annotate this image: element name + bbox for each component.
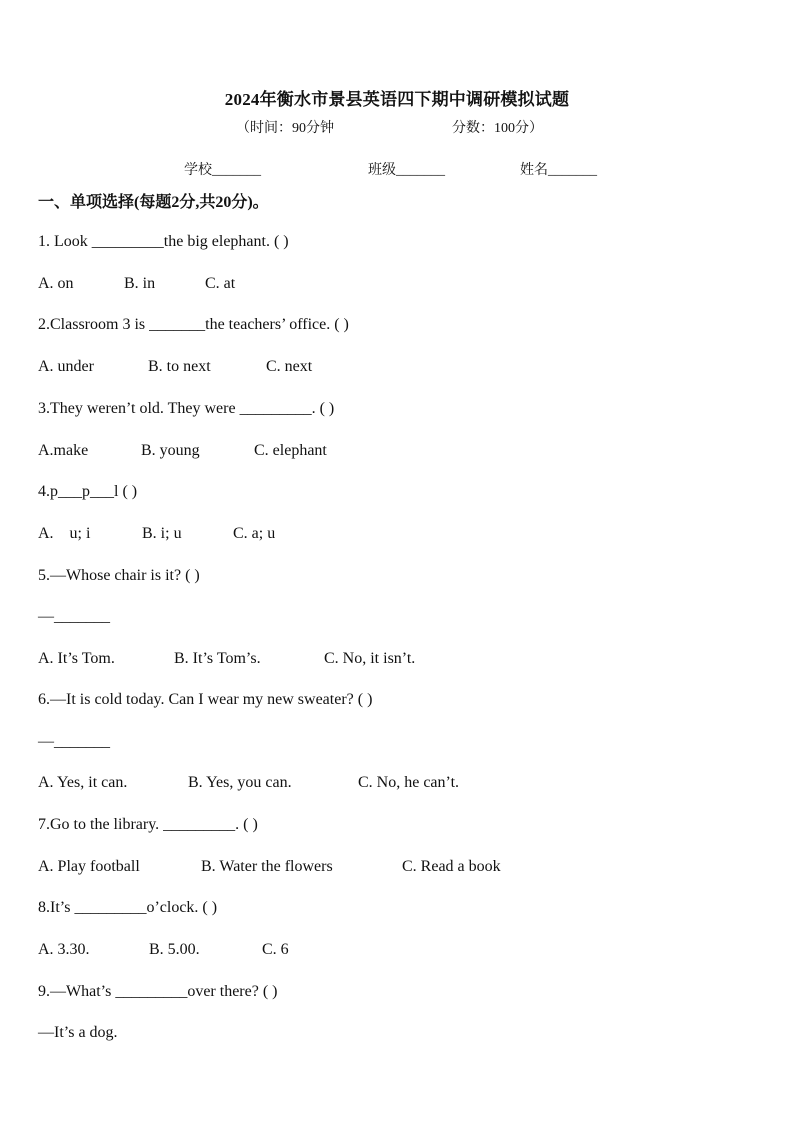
question-8-option-a: A. 3.30. (38, 941, 90, 958)
class-field: 班级_______ (368, 163, 445, 178)
section-heading: 一、单项选择(每题2分,共20分)。 (38, 194, 269, 211)
school-field: 学校_______ (184, 163, 261, 178)
question-3-option-c: C. elephant (254, 442, 327, 459)
question-7-option-c: C. Read a book (402, 858, 501, 875)
exam-meta (236, 117, 543, 137)
question-6-stem: 6.—It is cold today. Can I wear my new sweater? ( ) (38, 691, 373, 708)
question-8-option-c: C. 6 (262, 941, 289, 958)
question-2-stem: 2.Classroom 3 is _______the teachers’ office. ( ) (38, 316, 349, 333)
question-5-stem: 5.—Whose chair is it? ( ) (38, 567, 200, 584)
question-2-option-b: B. to next (148, 358, 211, 375)
question-5-option-b: B. It’s Tom’s. (174, 650, 261, 667)
question-8-option-b: B. 5.00. (149, 941, 200, 958)
question-9-stem: 9.—What’s _________over there? ( ) (38, 983, 278, 1000)
question-6-answer-line: —_______ (38, 733, 110, 750)
question-9-answer-line: —It’s a dog. (38, 1024, 118, 1041)
question-1-option-b: B. in (124, 275, 156, 292)
page-title: 2024年衡水市景县英语四下期中调研模拟试题 (224, 90, 570, 109)
question-2-option-c: C. next (266, 358, 313, 375)
question-4-stem: 4.p___p___l ( ) (38, 483, 138, 500)
question-4-option-c: C. a; u (233, 525, 276, 542)
question-3-option-a: A.make (38, 442, 89, 459)
question-5-option-c: C. No, it isn’t. (324, 650, 416, 667)
question-7-stem: 7.Go to the library. _________. ( ) (38, 816, 258, 833)
question-3-stem: 3.They weren’t old. They were _________. ( ) (38, 400, 335, 417)
question-5-option-a: A. It’s Tom. (38, 650, 115, 667)
question-7-option-a: A. Play football (38, 858, 140, 875)
question-1-stem: 1. Look _________the big elephant. ( ) (38, 233, 289, 250)
exam-time: （时间：90分钟 (236, 121, 334, 136)
question-8-stem: 8.It’s _________o’clock. ( ) (38, 899, 218, 916)
exam-score: 分数：100分） (452, 121, 543, 136)
question-6-option-a: A. Yes, it can. (38, 774, 128, 791)
question-5-answer-line: —_______ (38, 608, 110, 625)
question-1-option-c: C. at (205, 275, 236, 292)
question-2-option-a: A. under (38, 358, 94, 375)
question-6-option-b: B. Yes, you can. (188, 774, 292, 791)
question-4-option-a: A. u; i (38, 525, 91, 542)
question-1-option-a: A. on (38, 275, 74, 292)
question-7-option-b: B. Water the flowers (201, 858, 333, 875)
name-field: 姓名_______ (520, 163, 597, 178)
question-6-option-c: C. No, he can’t. (358, 774, 460, 791)
question-4-option-b: B. i; u (142, 525, 182, 542)
question-3-option-b: B. young (141, 442, 200, 459)
